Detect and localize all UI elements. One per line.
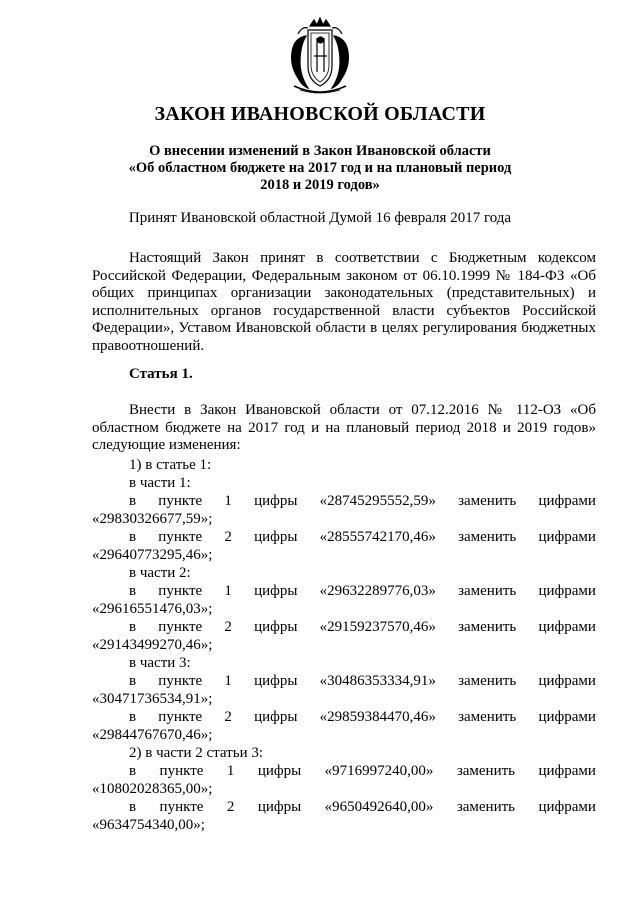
old-value: «28745295552,59» [319,493,436,509]
old-value: «29859384470,46» [319,709,436,725]
article-intro-text: Внести в Закон Ивановской области от 07.12.2016 № 112-ОЗ «Об областном бюджете на 2017 год и на плановый период 2018 и 2019 годов» следующие изменения: [92,402,596,454]
preamble-paragraph [92,250,596,356]
item-part-1: в части 1: [129,475,191,491]
word-zamenit: заменить [458,529,517,545]
new-value-line: «30471736534,91»; [92,691,213,707]
word-punkte: пункте [159,763,204,779]
new-value-line: «29143499270,46»; [92,637,213,653]
word-tsiframi: цифрами [538,799,596,815]
word-v: в [129,709,137,725]
word-tsiframi: цифрами [538,619,596,635]
word-tsiframi: цифрами [538,493,596,509]
word-punkte: пункте [158,619,203,635]
point-number: 2 [226,799,235,815]
point-number: 2 [224,619,232,635]
old-value: «9650492640,00» [324,799,434,815]
word-zamenit: заменить [458,673,517,689]
new-value-line: «9634754340,00»; [92,817,205,833]
item-article-3: 2) в части 2 статьи 3: [129,745,264,761]
point-number: 2 [224,709,232,725]
old-value: «30486353334,91» [319,673,436,689]
word-tsifry: цифры [257,763,302,779]
new-value-line: «29844767670,46»; [92,727,213,743]
new-value-line: «29640773295,46»; [92,547,213,563]
word-v: в [129,583,137,599]
law-title: ЗАКОН ИВАНОВСКОЙ ОБЛАСТИ [154,103,486,125]
word-punkte: пункте [158,673,203,689]
word-punkte: пункте [159,799,204,815]
replacement-line [129,798,596,816]
point-number: 2 [224,529,232,545]
word-v: в [129,763,137,779]
old-value: «9716997240,00» [324,763,434,779]
word-zamenit: заменить [456,763,516,779]
word-v: в [129,619,137,635]
item-article-1: 1) в статье 1: [129,457,212,473]
article-heading: Статья 1. [129,366,193,382]
item-part-3: в части 3: [129,655,191,671]
word-punkte: пункте [158,583,203,599]
word-v: в [129,529,137,545]
law-subtitle [92,143,548,194]
word-tsiframi: цифрами [538,709,596,725]
coat-of-arms-emblem [284,16,356,98]
point-number: 1 [224,583,232,599]
item-part-2: в части 2: [129,565,191,581]
subtitle-line: «Об областном бюджете на 2017 год и на плановый период [128,160,512,176]
subtitle-line: О внесении изменений в Закон Ивановской области [149,143,491,159]
word-zamenit: заменить [458,709,517,725]
word-tsifry: цифры [254,709,298,725]
old-value: «28555742170,46» [319,529,436,545]
replacement-line [129,762,596,780]
word-v: в [129,799,137,815]
word-punkte: пункте [158,529,203,545]
replacement-line [129,492,596,510]
word-tsifry: цифры [254,493,298,509]
word-punkte: пункте [158,709,203,725]
word-tsiframi: цифрами [538,673,596,689]
word-zamenit: заменить [456,799,516,815]
word-tsiframi: цифрами [538,583,596,599]
word-zamenit: заменить [458,583,517,599]
new-value-line: «29616551476,03»; [92,601,213,617]
word-zamenit: заменить [458,493,517,509]
word-tsifry: цифры [254,583,298,599]
new-value-line: «10802028365,00»; [92,781,213,797]
adoption-line: Принят Ивановской областной Думой 16 февраля 2017 года [128,210,512,226]
word-tsifry: цифры [254,619,298,635]
point-number: 1 [226,763,235,779]
old-value: «29159237570,46» [319,619,436,635]
word-zamenit: заменить [458,619,517,635]
replacement-line [129,618,596,636]
replacement-line [129,582,596,600]
word-tsifry: цифры [254,529,298,545]
word-v: в [129,673,137,689]
subtitle-line: 2018 и 2019 годов» [260,177,380,193]
point-number: 1 [224,673,232,689]
replacement-line [129,708,596,726]
word-v: в [129,493,137,509]
article-intro-paragraph [92,402,596,455]
replacement-line [129,672,596,690]
new-value-line: «29830326677,59»; [92,511,213,527]
word-tsifry: цифры [257,799,302,815]
old-value: «29632289776,03» [319,583,436,599]
word-tsiframi: цифрами [538,529,596,545]
preamble-text: Настоящий Закон принят в соответствии с Бюджетным кодексом Российской Федерации, Федеральным законом от 06.10.1999 № 184-ФЗ «Об общих принципах организации законодательных (представительных) и исполнительных органов государственной власти субъектов Российской Федерации», Уставом Ивановской области в целях регулирования бюджетных правоотношений. [92,250,596,354]
word-punkte: пункте [158,493,203,509]
word-tsiframi: цифрами [538,763,596,779]
point-number: 1 [224,493,232,509]
word-tsifry: цифры [254,673,298,689]
replacement-line [129,528,596,546]
